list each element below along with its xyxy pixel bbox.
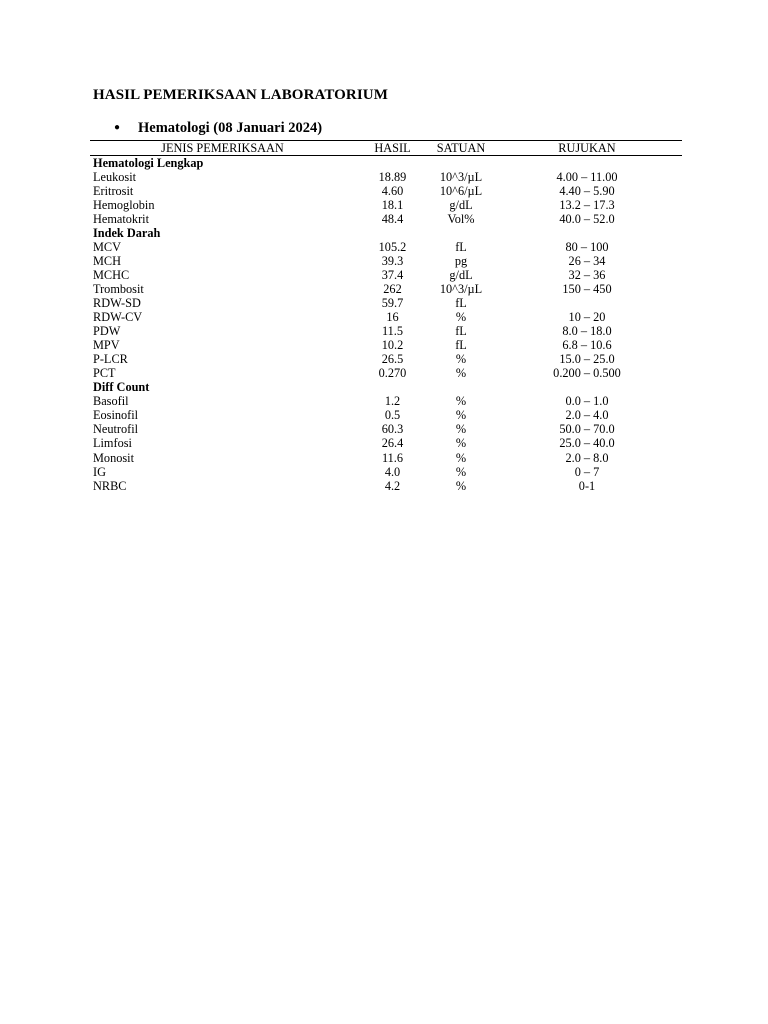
unit-cell: % bbox=[455, 464, 467, 479]
result-value-cell: 18.89 bbox=[378, 169, 407, 184]
unit-cell: 10^6/µL bbox=[439, 183, 483, 198]
result-value-cell: 10.2 bbox=[381, 338, 404, 353]
result-value-cell: 262 bbox=[383, 281, 402, 296]
reference-range-cell: 8.0 – 18.0 bbox=[562, 324, 612, 339]
header-satuan: SATUAN bbox=[430, 141, 492, 156]
unit-cell: % bbox=[455, 436, 467, 451]
result-value-cell: 4.60 bbox=[381, 183, 404, 198]
test-name-cell: PDW bbox=[93, 324, 121, 339]
unit-cell: fL bbox=[455, 239, 467, 254]
unit-cell: % bbox=[455, 352, 467, 367]
test-name-cell: MPV bbox=[93, 338, 120, 353]
table-row bbox=[90, 479, 682, 493]
result-value-cell: 37.4 bbox=[381, 267, 404, 282]
unit-cell: 10^3/µL bbox=[439, 169, 483, 184]
unit-cell: % bbox=[455, 450, 467, 465]
unit-cell: g/dL bbox=[449, 267, 473, 282]
test-name-cell: Limfosi bbox=[93, 436, 132, 451]
reference-range-cell: 13.2 – 17.3 bbox=[559, 197, 615, 212]
reference-range-cell: 2.0 – 8.0 bbox=[565, 450, 609, 465]
table-row bbox=[90, 395, 682, 409]
test-name-cell: MCV bbox=[93, 239, 122, 254]
table-row bbox=[90, 240, 682, 254]
result-value-cell: 26.4 bbox=[381, 436, 404, 451]
table-row bbox=[90, 198, 682, 212]
table-row bbox=[90, 325, 682, 339]
unit-cell: Vol% bbox=[447, 211, 475, 226]
test-name-cell: P-LCR bbox=[93, 352, 128, 367]
reference-range-cell: 4.00 – 11.00 bbox=[556, 169, 618, 184]
reference-range-cell: 10 – 20 bbox=[568, 310, 606, 325]
result-value-cell: 0.5 bbox=[384, 408, 401, 423]
lab-results-table bbox=[90, 140, 682, 493]
table-row bbox=[90, 423, 682, 437]
test-name-cell: PCT bbox=[93, 366, 116, 381]
test-name-cell: Monosit bbox=[93, 450, 134, 465]
reference-range-cell: 80 – 100 bbox=[565, 239, 609, 254]
table-group-row bbox=[90, 156, 682, 171]
result-value-cell: 18.1 bbox=[381, 197, 404, 212]
test-name-cell: RDW-CV bbox=[93, 310, 143, 325]
reference-range-cell: 150 – 450 bbox=[562, 281, 612, 296]
test-name-cell: IG bbox=[93, 464, 106, 479]
reference-range-cell: 26 – 34 bbox=[568, 253, 606, 268]
page-title: HASIL PEMERIKSAAN LABORATORIUM bbox=[93, 87, 388, 103]
reference-range-cell: 15.0 – 25.0 bbox=[559, 352, 615, 367]
result-value-cell: 60.3 bbox=[381, 422, 404, 437]
table-row bbox=[90, 451, 682, 465]
table-row bbox=[90, 353, 682, 367]
test-name-cell: Eosinofil bbox=[93, 408, 139, 423]
result-value-cell: 105.2 bbox=[378, 239, 407, 254]
reference-range-cell: 32 – 36 bbox=[568, 267, 606, 282]
unit-cell: g/dL bbox=[449, 197, 473, 212]
unit-cell: % bbox=[455, 478, 467, 493]
table-group-row bbox=[90, 381, 682, 395]
table-group-row bbox=[90, 226, 682, 240]
section-heading bbox=[114, 120, 322, 137]
result-value-cell: 11.5 bbox=[381, 324, 404, 339]
table-row bbox=[90, 254, 682, 268]
result-value-cell: 48.4 bbox=[381, 211, 404, 226]
table-row bbox=[90, 437, 682, 451]
test-name-cell: Basofil bbox=[93, 394, 129, 409]
result-value-cell: 4.0 bbox=[384, 464, 401, 479]
reference-range-cell: 2.0 – 4.0 bbox=[565, 408, 609, 423]
result-value-cell: 59.7 bbox=[381, 295, 404, 310]
header-jenis-pemeriksaan: JENIS PEMERIKSAAN bbox=[90, 141, 355, 156]
table-row bbox=[90, 268, 682, 282]
table-row bbox=[90, 339, 682, 353]
group-label: Diff Count bbox=[93, 380, 150, 395]
table-row bbox=[90, 296, 682, 310]
reference-range-cell: 0.0 – 1.0 bbox=[565, 394, 609, 409]
test-name-cell: Neutrofil bbox=[93, 422, 139, 437]
test-name-cell: Leukosit bbox=[93, 169, 137, 184]
result-value-cell: 1.2 bbox=[384, 394, 401, 409]
reference-range-cell: 0.200 – 0.500 bbox=[553, 366, 621, 381]
result-value-cell: 4.2 bbox=[384, 478, 401, 493]
group-label: Indek Darah bbox=[93, 225, 161, 240]
table-row bbox=[90, 409, 682, 423]
reference-range-cell: 6.8 – 10.6 bbox=[562, 338, 612, 353]
table-row bbox=[90, 282, 682, 296]
table-row bbox=[90, 367, 682, 381]
table-row bbox=[90, 184, 682, 198]
test-name-cell: RDW-SD bbox=[93, 295, 141, 310]
header-rujukan: RUJUKAN bbox=[492, 141, 682, 156]
unit-cell: fL bbox=[455, 295, 467, 310]
result-value-cell: 16 bbox=[386, 310, 399, 325]
unit-cell: 10^3/µL bbox=[439, 281, 483, 296]
test-name-cell: Trombosit bbox=[93, 281, 144, 296]
table-row bbox=[90, 212, 682, 226]
unit-cell: fL bbox=[455, 338, 467, 353]
result-value-cell: 26.5 bbox=[381, 352, 404, 367]
test-name-cell: Eritrosit bbox=[93, 183, 134, 198]
result-value-cell: 11.6 bbox=[381, 450, 404, 465]
bullet-icon: ● bbox=[114, 122, 121, 133]
group-label: Hematologi Lengkap bbox=[93, 155, 204, 170]
unit-cell: fL bbox=[455, 324, 467, 339]
test-name-cell: Hematokrit bbox=[93, 211, 150, 226]
reference-range-cell: 0-1 bbox=[578, 478, 596, 493]
reference-range-cell: 40.0 – 52.0 bbox=[559, 211, 615, 226]
reference-range-cell: 0 – 7 bbox=[574, 464, 600, 479]
unit-cell: % bbox=[455, 408, 467, 423]
unit-cell: % bbox=[455, 366, 467, 381]
reference-range-cell bbox=[492, 296, 682, 310]
table-row bbox=[90, 311, 682, 325]
reference-range-cell: 25.0 – 40.0 bbox=[559, 436, 615, 451]
section-label: Hematologi (08 Januari 2024) bbox=[138, 120, 323, 136]
table-header-row bbox=[90, 141, 682, 156]
test-name-cell: MCH bbox=[93, 253, 122, 268]
test-name-cell: MCHC bbox=[93, 267, 130, 282]
unit-cell: % bbox=[455, 310, 467, 325]
table-body bbox=[90, 156, 682, 494]
unit-cell: % bbox=[455, 422, 467, 437]
test-name-cell: NRBC bbox=[93, 478, 127, 493]
reference-range-cell: 4.40 – 5.90 bbox=[559, 183, 615, 198]
result-value-cell: 39.3 bbox=[381, 253, 404, 268]
header-hasil: HASIL bbox=[355, 141, 430, 156]
reference-range-cell: 50.0 – 70.0 bbox=[559, 422, 615, 437]
unit-cell: pg bbox=[454, 253, 468, 268]
table-row bbox=[90, 170, 682, 184]
test-name-cell: Hemoglobin bbox=[93, 197, 155, 212]
unit-cell: % bbox=[455, 394, 467, 409]
result-value-cell: 0.270 bbox=[378, 366, 407, 381]
table-row bbox=[90, 465, 682, 479]
